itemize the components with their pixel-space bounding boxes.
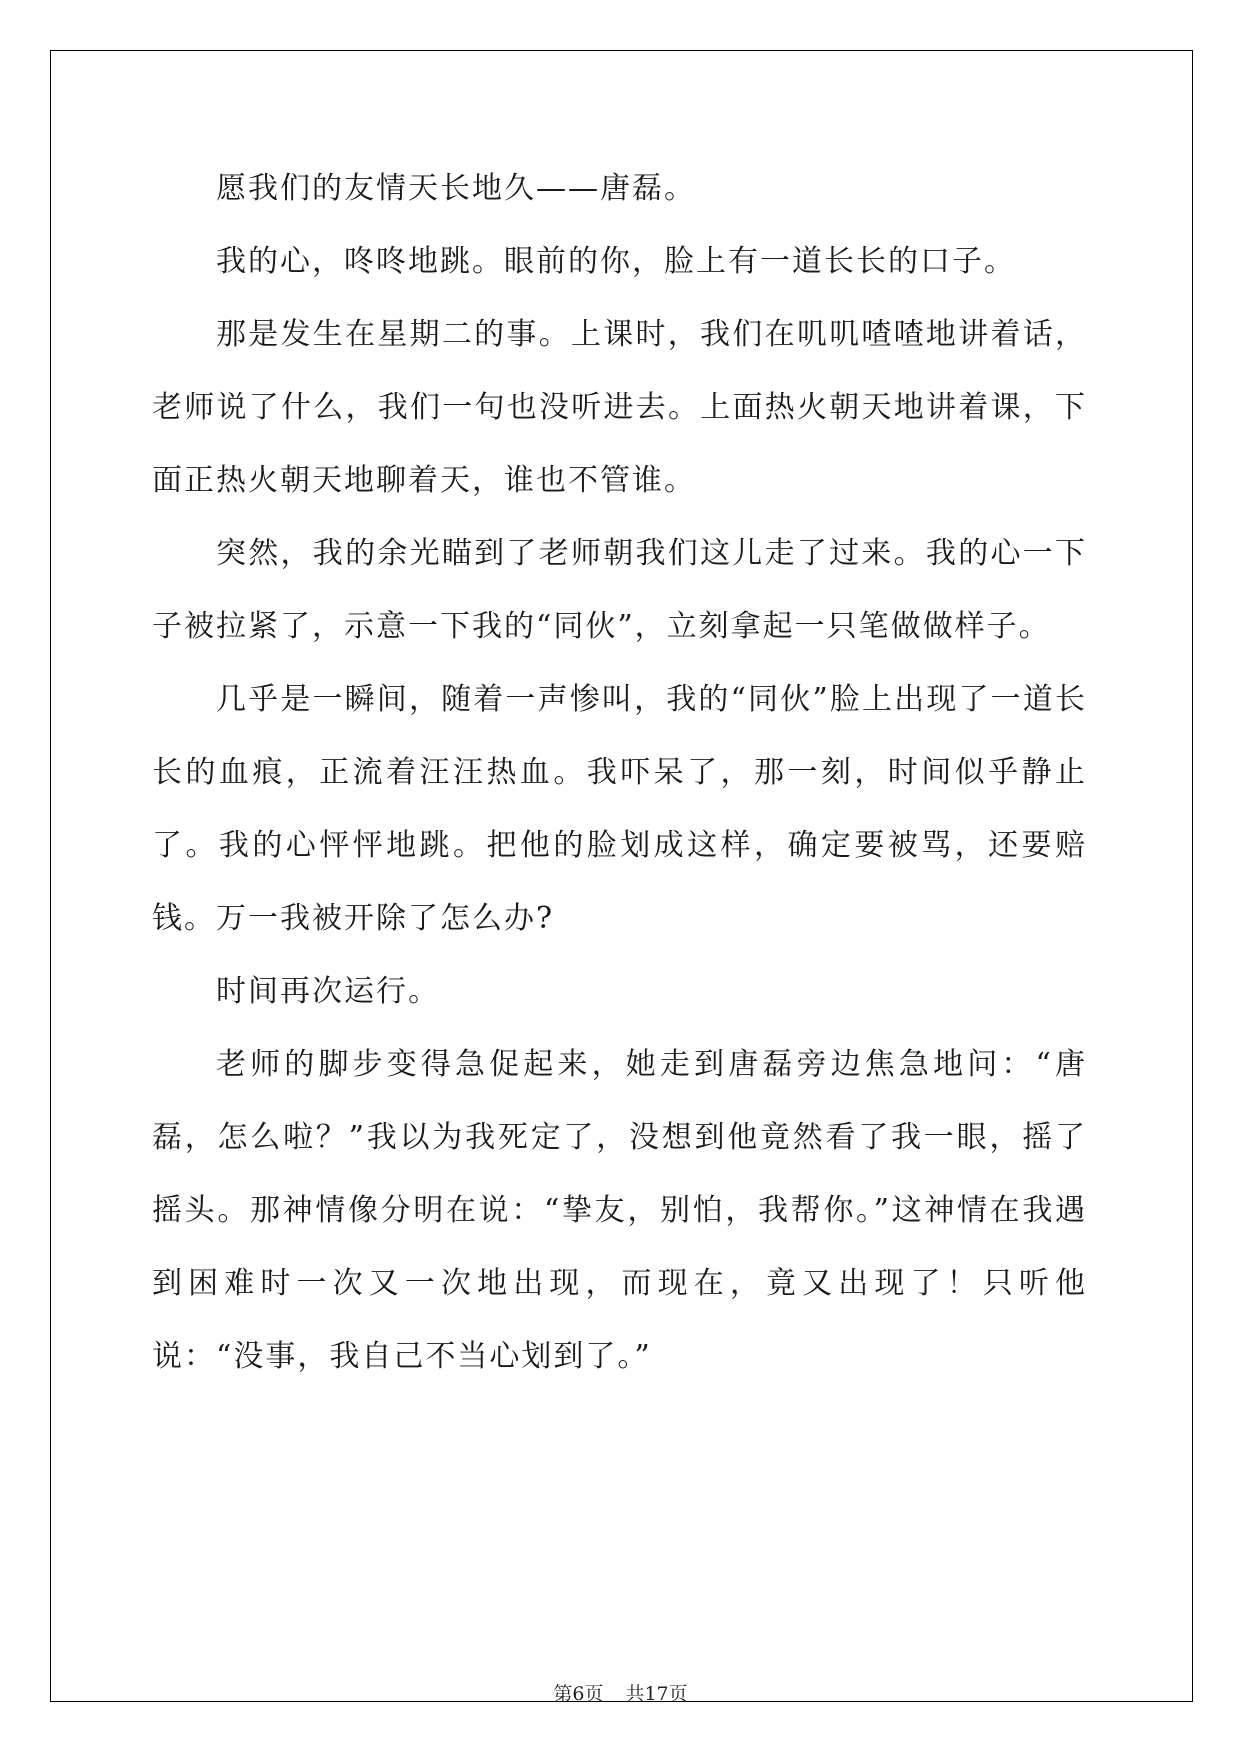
page-footer xyxy=(0,1679,1241,1706)
paragraph-2: 我的心，咚咚地跳。眼前的你，脸上有一道长长的口子。 xyxy=(216,244,1016,279)
paragraph-1: 愿我们的友情天长地久——唐磊。 xyxy=(216,171,696,206)
paragraph-6: 时间再次运行。 xyxy=(216,974,440,1009)
page-total: 共17页 xyxy=(625,1683,688,1705)
document-body xyxy=(152,152,1087,1393)
paragraph-4: 突然，我的余光瞄到了老师朝我们这儿走了过来。我的心一下子被拉紧了，示意一下我的“同伙”，立刻拿起一只笔做做样子。 xyxy=(152,536,1087,644)
paragraph-3: 那是发生在星期二的事。上课时，我们在叽叽喳喳地讲着话，老师说了什么，我们一句也没听进去。上面热火朝天地讲着课，下面正热火朝天地聊着天，谁也不管谁。 xyxy=(152,317,1087,498)
page-number: 第6页 xyxy=(553,1683,604,1705)
paragraph-5: 几乎是一瞬间，随着一声惨叫，我的“同伙”脸上出现了一道长长的血痕，正流着汪汪热血。我吓呆了，那一刻，时间似乎静止了。我的心怦怦地跳。把他的脸划成这样，确定要被骂，还要赔钱。万一我被开除了怎么办? xyxy=(152,682,1087,936)
paragraph-7: 老师的脚步变得急促起来，她走到唐磊旁边焦急地问：“唐磊，怎么啦？”我以为我死定了，没想到他竟然看了我一眼，摇了摇头。那神情像分明在说：“挚友，别怕，我帮你。”这神情在我遇到困难时一次又一次地出现，而现在，竟又出现了！只听他说：“没事，我自己不当心划到了。” xyxy=(152,1047,1087,1374)
